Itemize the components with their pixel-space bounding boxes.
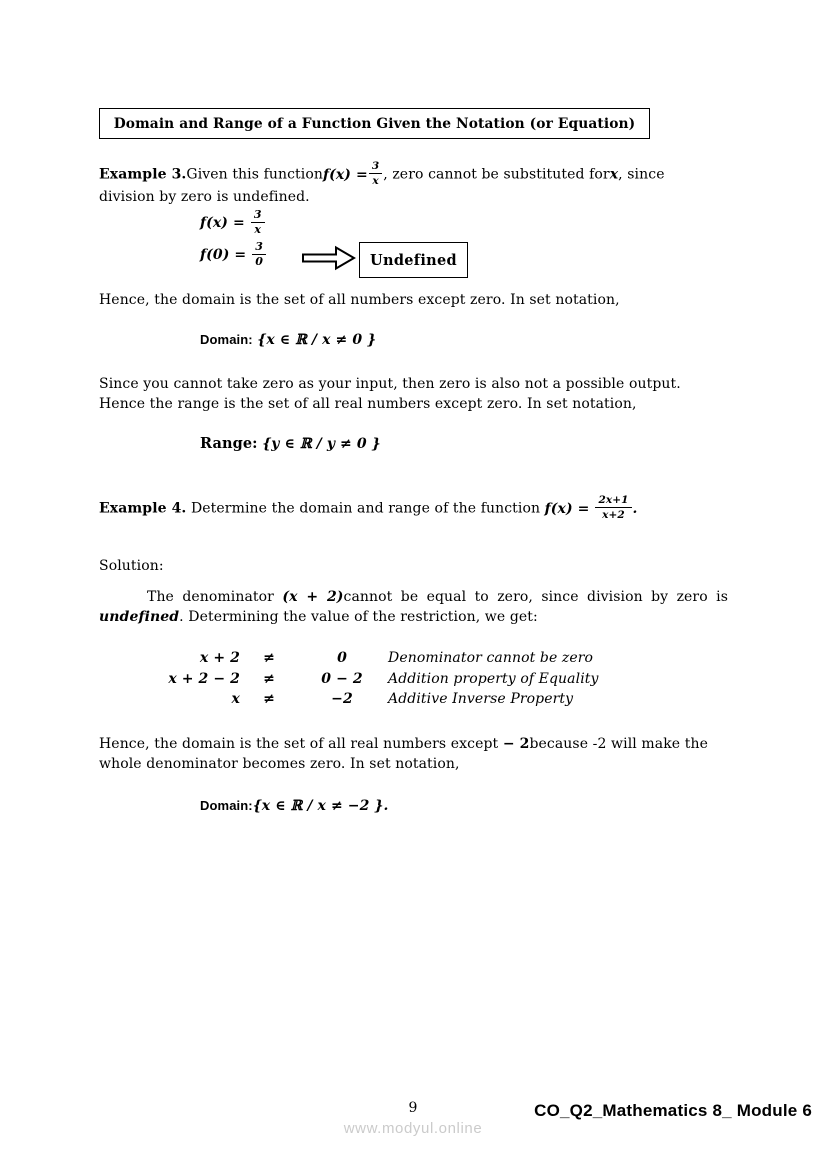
math-fx-lhs: f(x) = [323, 166, 368, 183]
restriction-derivation [160, 648, 599, 710]
not-equal-sign: ≠ [263, 691, 275, 708]
module-footer-label: CO_Q2_Mathematics 8_ Module 6 [534, 1101, 812, 1120]
example3-hence-text: Hence, the domain is the set of all numbers except zero. In set notation, [99, 292, 620, 308]
domain-set-text: {x ∈ ℝ / x ≠ 0 } [257, 332, 377, 348]
derivation-lhs: x + 2 − 2 [168, 670, 240, 687]
conclusion-line2: whole denominator becomes zero. In set notation, [99, 756, 460, 772]
denominator-line2-rest: . Determining the value of the restriction, we get: [179, 609, 538, 625]
derivation-rhs: 0 [337, 650, 347, 666]
example3-label: Example 3. [99, 166, 187, 183]
example3-domain-notation [200, 330, 376, 350]
undefined-word: undefined [99, 609, 180, 625]
fraction-3-over-x [369, 161, 382, 186]
example4-domain-notation [200, 796, 389, 816]
fraction-2x1-over-x2 [595, 495, 631, 520]
derivation-row [160, 648, 599, 669]
right-arrow-icon [301, 244, 357, 272]
fraction-3-over-x-display [251, 209, 265, 235]
fraction-numerator: 3 [252, 241, 266, 255]
example3-range-paragraph [99, 374, 681, 414]
fraction-3-over-0-display [252, 241, 266, 267]
not-equal-sign: ≠ [263, 650, 275, 666]
fraction-numerator: 2x+1 [595, 495, 631, 508]
undefined-label: Undefined [370, 251, 457, 269]
conclusion-line1 [99, 734, 708, 754]
equation-fx-lhs: f(x) = [200, 215, 245, 231]
section-title-box [99, 108, 650, 139]
fraction-denominator: x [254, 223, 262, 236]
fraction-denominator: x [372, 174, 379, 187]
example3-equation-block [200, 209, 267, 270]
example3-paragraph [99, 162, 665, 207]
domain-label: Domain: [200, 798, 253, 813]
example3-range-notation [200, 434, 381, 454]
range-paragraph-line1: Since you cannot take zero as your input, then zero is also not a possible output. [99, 376, 681, 392]
derivation-rhs: 0 − 2 [321, 670, 363, 687]
watermark-text: www.modyul.online [343, 1120, 483, 1137]
example3-mid-text: , zero cannot be substituted for [383, 166, 610, 183]
denominator-text-2: cannot be equal to zero, since division by zero is [343, 589, 728, 605]
example4-intro-text: Determine the domain and range of the function [190, 500, 541, 517]
example4-heading [99, 496, 638, 521]
equation-f0-lhs: f(0) = [200, 247, 247, 263]
fraction-denominator: 0 [255, 255, 263, 268]
denominator-line1 [99, 587, 728, 607]
math-x-plus-2: (x + 2) [282, 589, 344, 605]
denominator-line2 [99, 607, 728, 627]
derivation-lhs: x [231, 691, 240, 708]
math-fx-rational-expression [544, 494, 638, 521]
fraction-numerator: 3 [369, 161, 382, 174]
example4-denominator-paragraph [99, 587, 728, 627]
math-fx-expression [323, 160, 383, 187]
example3-line2: division by zero is undefined. [99, 189, 310, 205]
derivation-reason: Additive Inverse Property [388, 691, 574, 708]
derivation-row [160, 689, 599, 710]
derivation-reason: Denominator cannot be zero [388, 650, 594, 666]
math-fx-lhs: f(x) = [544, 500, 590, 517]
range-label: Range: [200, 435, 258, 452]
derivation-lhs: x + 2 [199, 650, 240, 666]
math-var-x: x [609, 166, 619, 183]
example3-line1 [99, 162, 665, 187]
fraction-denominator: x+2 [602, 508, 625, 521]
equation-f0 [200, 241, 267, 270]
undefined-result-box [359, 242, 468, 278]
page-number: 9 [408, 1100, 418, 1116]
domain-set-text: {x ∈ ℝ / x ≠ −2 }. [252, 798, 389, 814]
derivation-reason: Addition property of Equality [388, 670, 599, 687]
derivation-row [160, 669, 599, 690]
conclusion-bold-neg2: − 2 [502, 736, 530, 752]
range-paragraph-line2: Hence the range is the set of all real numbers except zero. In set notation, [99, 396, 637, 412]
conclusion-text-2: because -2 will make the [529, 736, 708, 752]
conclusion-text-1: Hence, the domain is the set of all real numbers except [99, 736, 503, 752]
domain-label: Domain: [200, 332, 253, 347]
math-period: . [632, 500, 638, 517]
denominator-text-1: The denominator [147, 589, 283, 605]
fraction-numerator: 3 [251, 209, 265, 223]
equation-fx [200, 209, 267, 238]
solution-label: Solution: [99, 558, 164, 574]
example4-conclusion-paragraph [99, 734, 708, 774]
range-set-text: {y ∈ ℝ / y ≠ 0 } [262, 436, 381, 452]
example3-end-text: , since [618, 166, 665, 183]
derivation-rhs: −2 [331, 691, 353, 708]
not-equal-sign: ≠ [263, 670, 275, 687]
example3-intro-text: Given this function [186, 166, 323, 183]
example4-label: Example 4. [99, 500, 187, 517]
section-title: Domain and Range of a Function Given the Notation (or Equation) [113, 115, 636, 132]
